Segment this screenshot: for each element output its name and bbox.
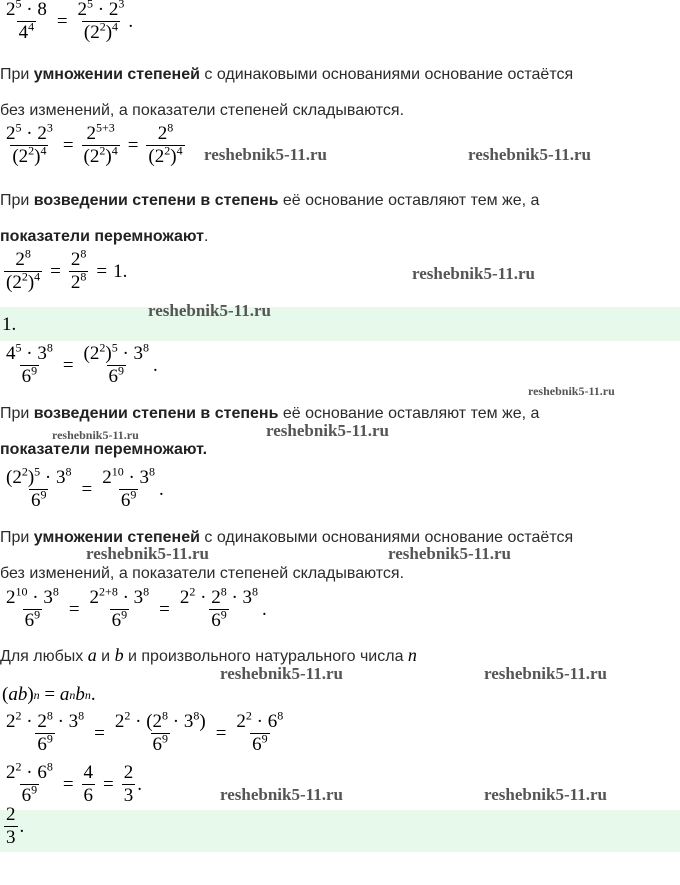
watermark: reshebnik5-11.ru: [204, 145, 327, 164]
rule-text-multiply-1-line2: без изменений, а показатели степеней складываются.: [0, 102, 405, 119]
answer-2: $\frac{2}{3}$ .: [6, 804, 25, 848]
watermark: reshebnik5-11.ru: [484, 664, 607, 683]
watermark: reshebnik5-11.ru: [148, 301, 271, 320]
watermark: reshebnik5-11.ru: [412, 264, 535, 283]
watermark: reshebnik5-11.ru: [52, 428, 139, 442]
watermark: reshebnik5-11.ru: [388, 544, 511, 563]
rule-text-power-1-line2: показатели перемножают.: [0, 228, 209, 245]
equation-3: $\frac{2^8}{(2^2)^4}$ = $\frac{2^8}{2^8}$ = 1.: [6, 246, 128, 293]
watermark: reshebnik5-11.ru: [528, 384, 615, 398]
formula-product-power: ( ab ) n = a n b n .: [2, 684, 96, 705]
watermark: reshebnik5-11.ru: [266, 421, 389, 440]
answer-1: 1.: [2, 314, 17, 335]
rule-text-multiply-1: При умножении степеней с одинаковыми основаниями основание остаётся: [0, 66, 574, 83]
watermark: reshebnik5-11.ru: [86, 544, 209, 563]
equation-2: $\frac{2^5 \cdot 2^3}{(2^2)^4}$ = $\frac{2^{5+3}}{(2^2)^4}$ = $\frac{2^8}{(2^2)^4}$: [6, 120, 183, 167]
rule-text-product-power: Для любых a и b и произвольного натурального числа n: [0, 645, 417, 665]
equation-8: $\frac{2^2 \cdot 6^8}{6^9}$ = $\frac{4}{6}$ = $\frac{2}{3}$ .: [6, 759, 143, 806]
rule-text-multiply-2: При умножении степеней с одинаковыми основаниями основание остаётся: [0, 529, 574, 546]
watermark: reshebnik5-11.ru: [220, 664, 343, 683]
rule-text-power-2-line2: показатели перемножают.: [0, 441, 208, 458]
rule-text-power-2: При возведении степени в степень её основание оставляют тем же, а: [0, 405, 540, 422]
answer-band-1: [0, 307, 680, 341]
equation-5: $\frac{(2^2)^5 \cdot 3^8}{6^9}$ = $\frac{2^{10} \cdot 3^8}{6^9}$ .: [6, 464, 164, 511]
watermark: reshebnik5-11.ru: [220, 785, 343, 804]
watermark: reshebnik5-11.ru: [468, 145, 591, 164]
rule-text-multiply-2-line2: без изменений, а показатели степеней складываются.: [0, 565, 405, 582]
answer-band-2: [0, 810, 680, 852]
equation-7: $\frac{2^2 \cdot 2^8 \cdot 3^8}{6^9}$ = $\frac{2^2 \cdot (2^8 \cdot 3^8)}{6^9}$ = $\frac{2^2 \cdot 6^8}{6^9}$: [6, 708, 284, 755]
equation-6: $\frac{2^{10} \cdot 3^8}{6^9}$ = $\frac{2^{2+8} \cdot 3^8}{6^9}$ = $\frac{2^2 \cdot 2^8 \cdot 3^8}{6^9}$ .: [6, 584, 267, 631]
equation-4: $\frac{4^5 \cdot 3^8}{6^9}$ = $\frac{(2^2)^5 \cdot 3^8}{6^9}$ .: [6, 340, 158, 387]
equation-1: $\frac{2^5 \cdot 8}{4^4}$ = $\frac{2^5 \cdot 2^3}{(2^2)^4}$ .: [6, 0, 134, 43]
watermark: reshebnik5-11.ru: [484, 785, 607, 804]
rule-text-power-1: При возведении степени в степень её основание оставляют тем же, а: [0, 192, 540, 209]
